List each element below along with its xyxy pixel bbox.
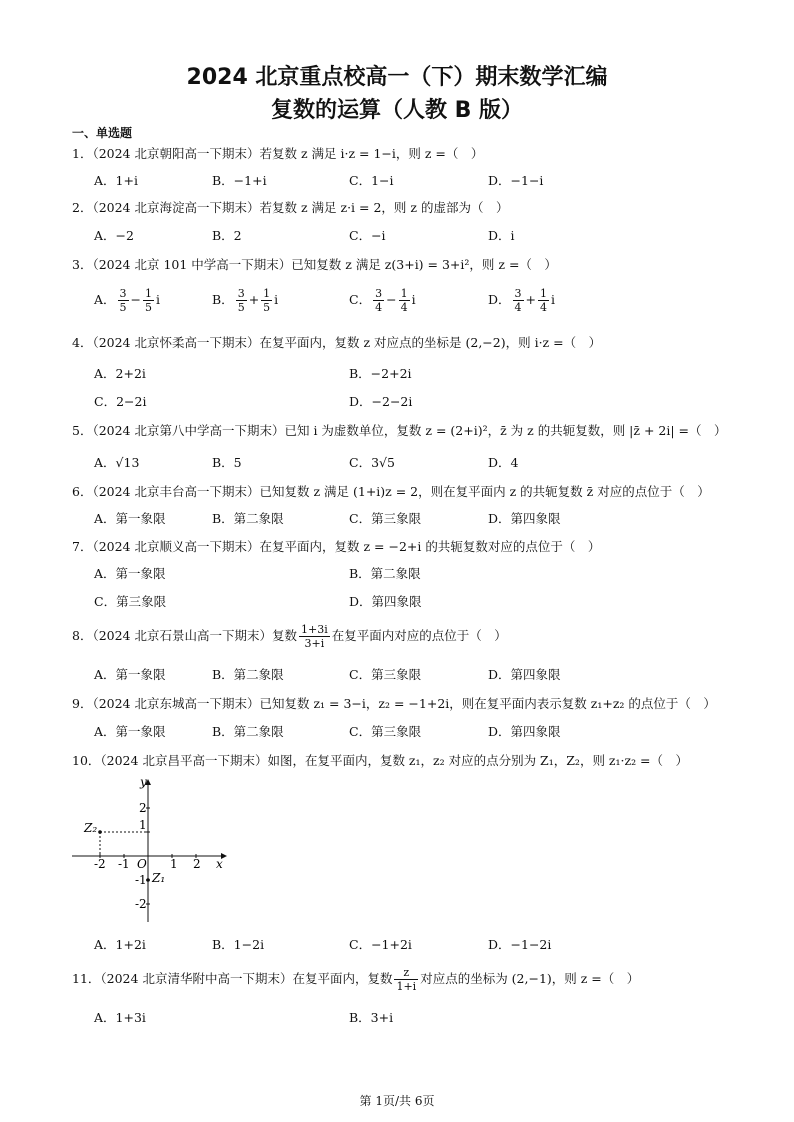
question-8 — [72, 623, 732, 650]
option-c: C．−i — [349, 228, 386, 243]
complex-plane-figure — [66, 772, 236, 928]
x-tick-label: 1 — [170, 857, 178, 871]
option-b: B．第二象限 — [212, 511, 284, 526]
page-number: 第 1页/共 6页 — [359, 1094, 435, 1108]
option-d: D．i — [488, 228, 515, 243]
option-b — [212, 287, 278, 314]
option-d: D．第四象限 — [488, 667, 561, 682]
fraction — [118, 287, 129, 314]
stem-suffix: 在复平面内对应的点位于（ ） — [331, 628, 507, 643]
option-a: A．2+2i — [94, 366, 146, 381]
x-tick-label: -1 — [118, 857, 130, 871]
point-z1-label: Z₁ — [152, 871, 166, 885]
numerator: 3 — [375, 287, 383, 300]
option-a: A．1+i — [94, 173, 138, 188]
option-label: C． — [349, 292, 372, 307]
denominator: 3+i — [304, 637, 325, 650]
denominator: 4 — [375, 301, 383, 314]
option-d: D．第四象限 — [349, 594, 422, 609]
operator: − — [386, 292, 397, 307]
operator: + — [248, 292, 260, 307]
question-4: 4．（2024 北京怀柔高一下期末）在复平面内，复数 z 对应点的坐标是 (2,−2)，则 i·z =（ ） — [72, 335, 602, 350]
option-b: B．第二象限 — [349, 566, 421, 581]
option-c: C．第三象限 — [349, 724, 422, 739]
option-c: C．1−i — [349, 173, 394, 188]
imag-unit: i — [411, 292, 416, 307]
document-subtitle: 复数的运算（人教 B 版） — [270, 98, 524, 123]
option-d: D．−1−2i — [488, 937, 552, 952]
option-d — [488, 287, 555, 314]
fraction — [394, 966, 418, 993]
option-b: B．5 — [212, 455, 242, 470]
numerator: 1+3i — [301, 623, 328, 636]
imag-unit: i — [156, 292, 161, 307]
option-b: B．3+i — [349, 1010, 394, 1025]
option-d: D．4 — [488, 455, 519, 470]
option-b: B．2 — [212, 228, 242, 243]
numerator: 1 — [540, 287, 548, 300]
option-label: B． — [212, 292, 234, 307]
option-c: C．第三象限 — [94, 594, 167, 609]
numerator: 1 — [263, 287, 271, 300]
y-tick-label: 2 — [139, 801, 147, 815]
question-1: 1．（2024 北京朝阳高一下期末）若复数 z 满足 i·z = 1−i，则 z =（ ） — [72, 146, 484, 161]
option-b: B．−1+i — [212, 173, 267, 188]
option-a: A．1+3i — [94, 1010, 146, 1025]
numerator: 3 — [514, 287, 522, 300]
point-z2-label: Z₂ — [84, 821, 98, 835]
operator: + — [525, 292, 537, 307]
option-d: D．第四象限 — [488, 724, 561, 739]
denominator: 5 — [263, 301, 271, 314]
option-a: A．第一象限 — [94, 724, 166, 739]
fraction — [143, 287, 154, 314]
option-a: A．−2 — [94, 228, 134, 243]
option-a: A．1+2i — [94, 937, 146, 952]
denominator: 1+i — [396, 980, 417, 993]
option-b: B．第二象限 — [212, 667, 284, 682]
denominator: 4 — [514, 301, 522, 314]
question-11 — [72, 966, 732, 993]
operator: − — [130, 292, 142, 307]
x-axis-label: x — [216, 857, 223, 871]
stem-suffix: 对应点的坐标为 (2,−1)，则 z =（ ） — [420, 971, 640, 986]
question-10: 10．（2024 北京昌平高一下期末）如图，在复平面内，复数 z₁，z₂ 对应的点分别为 Z₁，Z₂，则 z₁·z₂ =（ ） — [72, 753, 689, 768]
origin-label: O — [137, 857, 147, 871]
point-z2 — [98, 830, 102, 834]
question-3: 3．（2024 北京 101 中学高一下期末）已知复数 z 满足 z(3+i) = 3+i²，则 z =（ ） — [72, 257, 557, 272]
option-c: C．第三象限 — [349, 511, 422, 526]
point-z1 — [146, 878, 150, 882]
fraction — [261, 287, 272, 314]
question-5: 5．（2024 北京第八中学高一下期末）已知 i 为虚数单位，复数 z = (2+i)²，z̄ 为 z 的共轭复数，则 |z̄ + 2i| =（ ） — [72, 423, 727, 438]
fraction — [373, 287, 384, 314]
numerator: 3 — [119, 287, 127, 300]
fraction — [538, 287, 549, 314]
fraction — [399, 287, 410, 314]
option-b: B．−2+2i — [349, 366, 412, 381]
document-title: 2024 北京重点校高一（下）期末数学汇编 — [186, 65, 608, 90]
option-c: C．3√5 — [349, 455, 395, 470]
option-c: C．−1+2i — [349, 937, 412, 952]
section-heading: 一、单选题 — [72, 126, 133, 140]
denominator: 4 — [400, 301, 408, 314]
numerator: 1 — [400, 287, 408, 300]
x-tick-label: 2 — [193, 857, 201, 871]
option-a: A．第一象限 — [94, 566, 166, 581]
option-b: B．第二象限 — [212, 724, 284, 739]
question-2: 2．（2024 北京海淀高一下期末）若复数 z 满足 z·i = 2，则 z 的虚部为（ ） — [72, 200, 509, 215]
stem-prefix: 8．（2024 北京石景山高一下期末）复数 — [72, 628, 297, 643]
option-b: B．1−2i — [212, 937, 265, 952]
option-c — [349, 287, 416, 314]
option-a — [94, 287, 160, 314]
question-7: 7．（2024 北京顺义高一下期末）在复平面内，复数 z = −2+i 的共轭复数对应的点位于（ ） — [72, 539, 601, 554]
denominator: 5 — [119, 301, 127, 314]
denominator: 5 — [145, 301, 153, 314]
option-a: A．第一象限 — [94, 667, 166, 682]
option-a: A．√13 — [94, 455, 140, 470]
numerator: 3 — [237, 287, 245, 300]
y-tick-label: -2 — [135, 897, 147, 911]
fraction — [299, 623, 330, 650]
question-6: 6．（2024 北京丰台高一下期末）已知复数 z 满足 (1+i)z = 2，则在复平面内 z 的共轭复数 z̄ 对应的点位于（ ） — [72, 484, 710, 499]
option-c: C．2−2i — [94, 394, 147, 409]
x-tick-label: -2 — [94, 857, 106, 871]
denominator: 4 — [540, 301, 548, 314]
numerator: z — [394, 966, 418, 980]
stem-prefix: 11．（2024 北京清华附中高一下期末）在复平面内，复数 — [72, 971, 393, 986]
fraction — [236, 287, 247, 314]
imag-unit: i — [274, 292, 279, 307]
fraction — [513, 287, 524, 314]
y-tick-label: -1 — [135, 873, 147, 887]
y-axis-label: y — [140, 775, 147, 789]
option-c: C．第三象限 — [349, 667, 422, 682]
option-label: D． — [488, 292, 511, 307]
option-d: D．第四象限 — [488, 511, 561, 526]
option-a: A．第一象限 — [94, 511, 166, 526]
option-d: D．−2−2i — [349, 394, 413, 409]
denominator: 5 — [237, 301, 245, 314]
numerator: 1 — [145, 287, 153, 300]
option-label: A． — [94, 292, 116, 307]
y-tick-label: 1 — [139, 818, 147, 832]
question-9: 9．（2024 北京东城高一下期末）已知复数 z₁ = 3−i，z₂ = −1+2i，则在复平面内表示复数 z₁+z₂ 的点位于（ ） — [72, 696, 716, 711]
imag-unit: i — [551, 292, 556, 307]
option-d: D．−1−i — [488, 173, 544, 188]
